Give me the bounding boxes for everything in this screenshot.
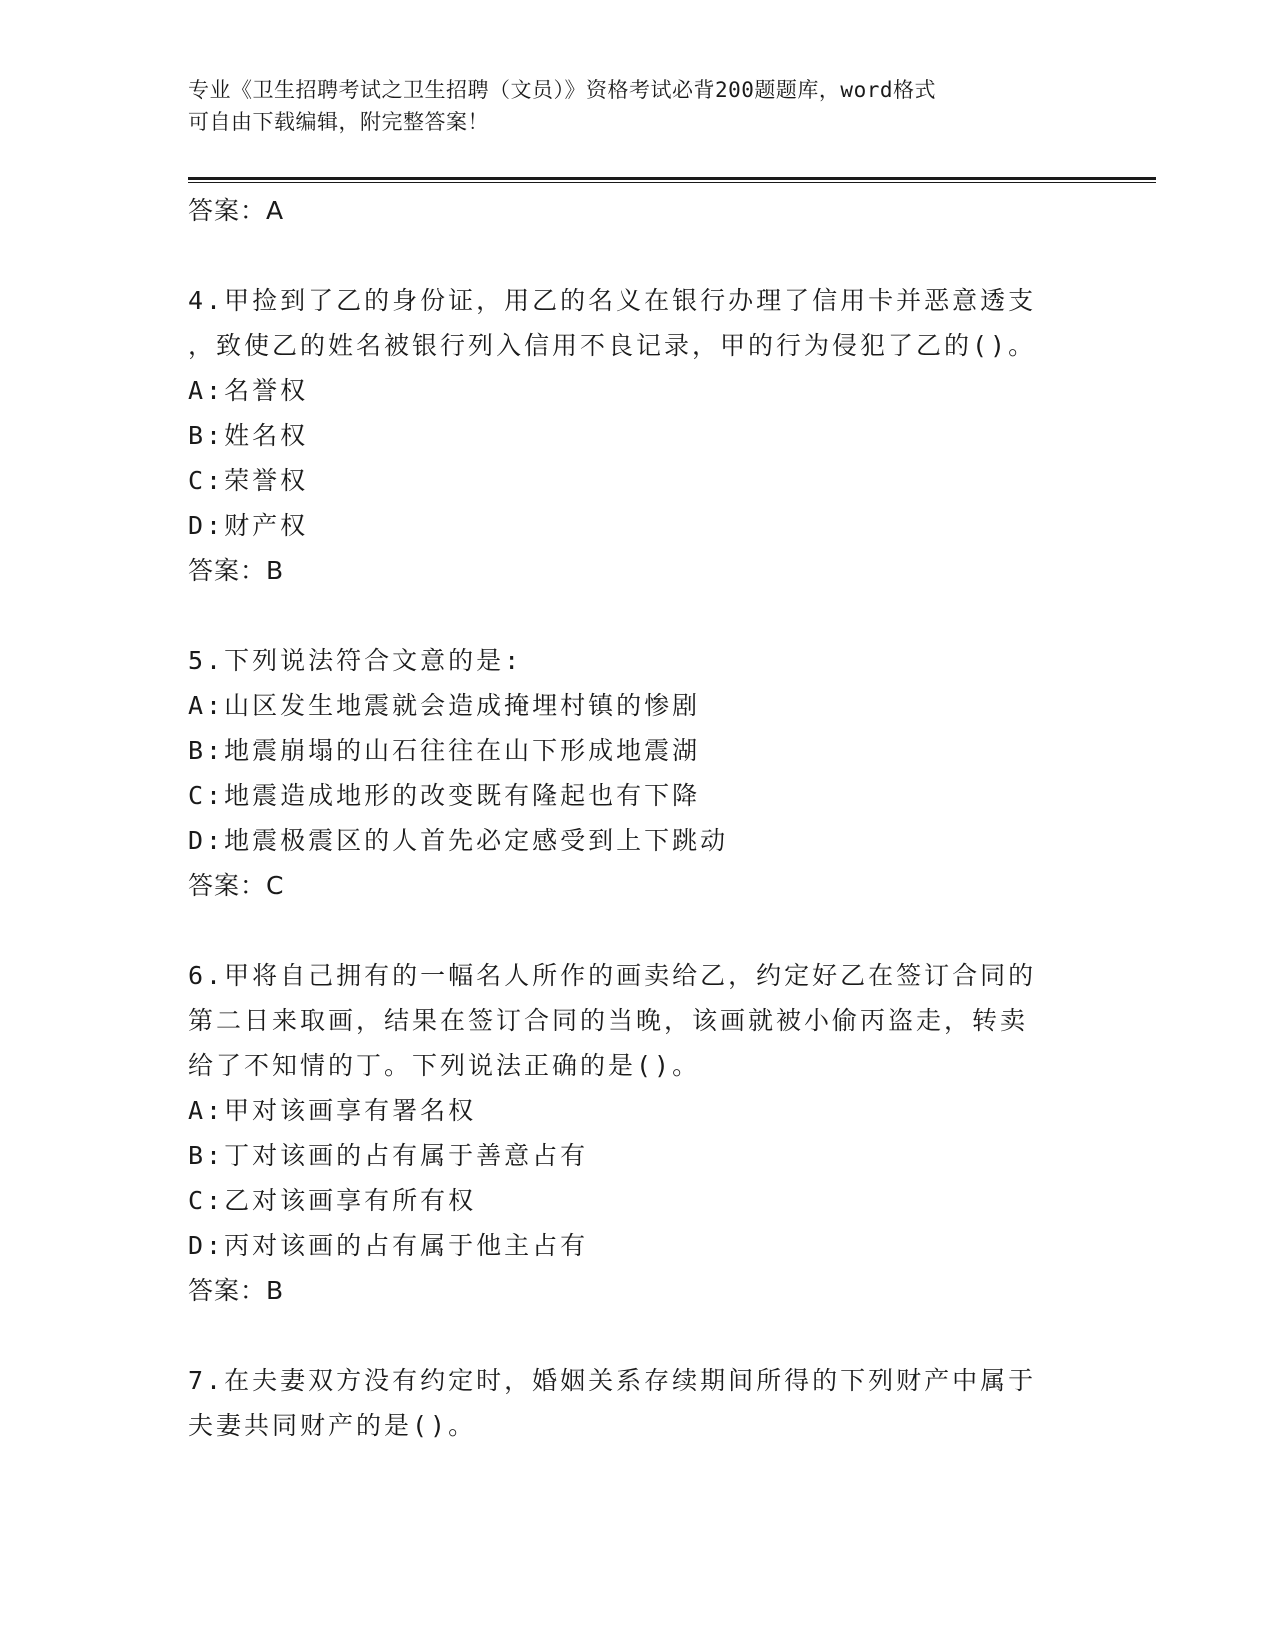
header-line-2: 可自由下载编辑，附完整答案！: [188, 110, 489, 134]
header-divider-thick: [188, 177, 1156, 180]
option-c: C:乙对该画享有所有权: [188, 1186, 477, 1215]
header-line-1: 专业《卫生招聘考试之卫生招聘（文员）》资格考试必背200题题库，word格式: [188, 78, 936, 102]
question-block: [188, 278, 1068, 594]
question-stem-line: 5.下列说法符合文意的是:: [188, 646, 523, 675]
option-a: A:山区发生地震就会造成掩埋村镇的惨剧: [188, 691, 701, 720]
option-b: B:丁对该画的占有属于善意占有: [188, 1141, 589, 1170]
answer-line: 答案：A: [188, 196, 285, 225]
answer-line: 答案：B: [188, 556, 285, 585]
spacer: [188, 909, 1068, 953]
question-stem-line: 夫妻共同财产的是()。: [188, 1411, 477, 1440]
header-divider-thin: [188, 182, 1156, 183]
option-b: B:地震崩塌的山石往往在山下形成地震湖: [188, 736, 701, 765]
question-stem-line: ，致使乙的姓名被银行列入信用不良记录，甲的行为侵犯了乙的()。: [188, 331, 1037, 360]
option-d: D:地震极震区的人首先必定感受到上下跳动: [188, 826, 729, 855]
question-block: [188, 638, 1068, 909]
question-stem-line: 4.甲捡到了乙的身份证，用乙的名义在银行办理了信用卡并恶意透支: [188, 286, 1037, 315]
option-d: D:丙对该画的占有属于他主占有: [188, 1231, 589, 1260]
question-block: [188, 1358, 1068, 1448]
option-c: C:地震造成地形的改变既有隆起也有下降: [188, 781, 701, 810]
option-a: A:名誉权: [188, 376, 309, 405]
spacer: [188, 234, 1068, 278]
question-stem-line: 第二日来取画，结果在签订合同的当晚，该画就被小偷丙盗走，转卖: [188, 1006, 1029, 1035]
answer-line: 答案：C: [188, 871, 285, 900]
question-list: [188, 188, 1068, 1448]
option-c: C:荣誉权: [188, 466, 309, 495]
question-stem-line: 给了不知情的丁。下列说法正确的是()。: [188, 1051, 701, 1080]
option-d: D:财产权: [188, 511, 309, 540]
spacer: [188, 594, 1068, 638]
question-stem-line: 6.甲将自己拥有的一幅名人所作的画卖给乙，约定好乙在签订合同的: [188, 961, 1037, 990]
question-block: [188, 953, 1068, 1314]
spacer: [188, 1314, 1068, 1358]
question-stem-line: 7.在夫妻双方没有约定时，婚姻关系存续期间所得的下列财产中属于: [188, 1366, 1037, 1395]
document-header: [188, 74, 1068, 138]
option-b: B:姓名权: [188, 421, 309, 450]
answer-line: 答案：B: [188, 1276, 285, 1305]
option-a: A:甲对该画享有署名权: [188, 1096, 477, 1125]
